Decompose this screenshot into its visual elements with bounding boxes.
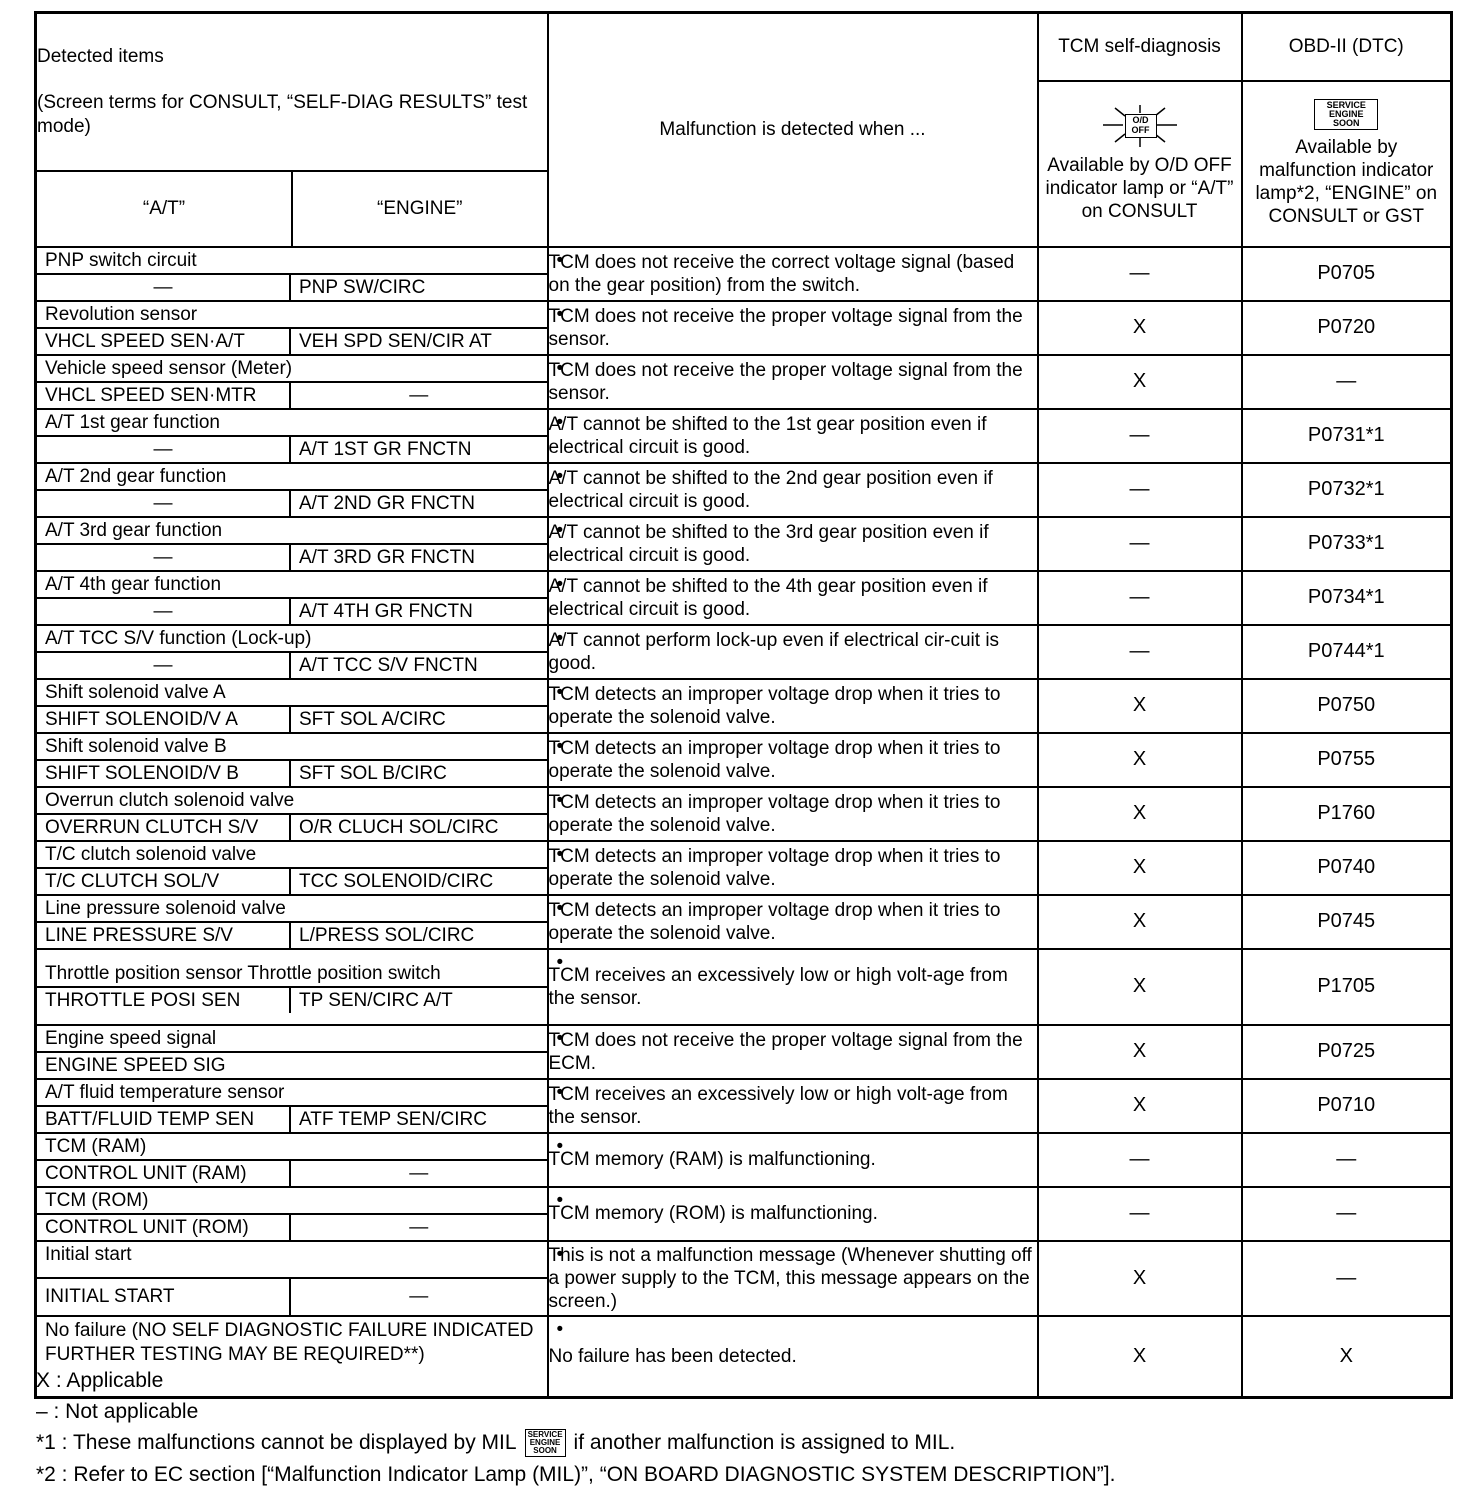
- item-title: TCM (ROM): [37, 1188, 547, 1215]
- condition: • TCM detects an improper voltage drop when it tries to operate the solenoid valve.: [548, 679, 1038, 733]
- service-engine-soon-icon: SERVICE ENGINE SOON: [1314, 99, 1378, 130]
- tcm-mark: —: [1038, 247, 1242, 301]
- at-engine-header: [36, 171, 548, 247]
- tcm-mark: X: [1038, 733, 1242, 787]
- condition: • A/T cannot perform lock-up even if electrical cir-cuit is good.: [548, 625, 1038, 679]
- obd-code: P0725: [1242, 1025, 1452, 1079]
- detected-items-header: [36, 13, 548, 171]
- item-title: No failure (NO SELF DIAGNOSTIC FAILURE INDICATED FURTHER TESTING MAY BE REQUIRED**): [36, 1316, 548, 1398]
- tcm-mark: X: [1038, 895, 1242, 949]
- table-row: [36, 355, 1452, 409]
- obd-label: OBD-II (DTC): [1288, 35, 1404, 57]
- obd-desc: Available by malfunction indicator lamp*2, “ENGINE” on CONSULT or GST: [1255, 137, 1438, 227]
- od-off-lamp-text: O/D OFF: [1125, 114, 1157, 138]
- diagnostic-document: [34, 11, 1450, 1399]
- engine-term: —: [409, 1162, 429, 1184]
- table-row: [36, 733, 1452, 787]
- obd-code: P0750: [1242, 679, 1452, 733]
- at-term: THROTTLE POSI SEN: [37, 988, 291, 1013]
- table-row: [36, 679, 1452, 733]
- condition: • TCM detects an improper voltage drop when it tries to operate the solenoid valve.: [548, 787, 1038, 841]
- engine-term: A/T 3RD GR FNCTN: [299, 546, 475, 568]
- tcm-label: TCM self-diagnosis: [1058, 35, 1221, 57]
- engine-term: A/T TCC S/V FNCTN: [299, 654, 478, 676]
- engine-term: —: [409, 1285, 429, 1307]
- table-row: [36, 517, 1452, 571]
- condition: • TCM memory (RAM) is malfunctioning.: [548, 1133, 1038, 1187]
- service-engine-soon-icon: SERVICE ENGINE SOON: [525, 1429, 566, 1457]
- condition: • TCM does not receive the proper voltage signal from the ECM.: [548, 1025, 1038, 1079]
- at-term: CONTROL UNIT (RAM): [37, 1161, 291, 1186]
- legend-note-1: [36, 1428, 955, 1458]
- obd-code: P0755: [1242, 733, 1452, 787]
- obd-code: P0744*1: [1242, 625, 1452, 679]
- engine-term: A/T 2ND GR FNCTN: [299, 492, 475, 514]
- engine-term: VEH SPD SEN/CIR AT: [299, 330, 492, 352]
- item-title: Shift solenoid valve B: [37, 734, 547, 761]
- condition: • TCM detects an improper voltage drop when it tries to operate the solenoid valve.: [548, 895, 1038, 949]
- engine-term: —: [409, 1216, 429, 1238]
- engine-term: SFT SOL A/CIRC: [299, 708, 446, 730]
- table-row: [36, 409, 1452, 463]
- tcm-mark: —: [1038, 409, 1242, 463]
- tcm-mark: X: [1038, 949, 1242, 1025]
- note-1-text-a: *1 : These malfunctions cannot be displayed by MIL: [36, 1431, 517, 1454]
- engine-term: TCC SOLENOID/CIRC: [299, 870, 494, 892]
- obd-code: P0734*1: [1242, 571, 1452, 625]
- engine-term: ATF TEMP SEN/CIRC: [299, 1108, 487, 1130]
- at-label: “A/T”: [37, 172, 293, 246]
- self-diagnosis-table: [34, 11, 1453, 1399]
- engine-term: L/PRESS SOL/CIRC: [299, 924, 475, 946]
- engine-label: “ENGINE”: [377, 197, 463, 219]
- tcm-mark: X: [1038, 1316, 1242, 1398]
- item-title: T/C clutch solenoid valve: [37, 842, 547, 869]
- at-term: —: [37, 491, 291, 516]
- obd-code: P0732*1: [1242, 463, 1452, 517]
- obd-code: P0710: [1242, 1079, 1452, 1133]
- table-row: [36, 1079, 1452, 1133]
- obd-desc-cell: [1242, 81, 1452, 247]
- condition: • A/T cannot be shifted to the 3rd gear position even if electrical circuit is good.: [548, 517, 1038, 571]
- obd-code: P0733*1: [1242, 517, 1452, 571]
- tcm-mark: X: [1038, 1079, 1242, 1133]
- item-title: TCM (RAM): [37, 1134, 547, 1161]
- table-row: [36, 247, 1452, 301]
- legend-not-applicable: – : Not applicable: [36, 1400, 199, 1423]
- at-term: VHCL SPEED SEN·MTR: [37, 383, 291, 408]
- tcm-header: [1038, 13, 1242, 81]
- item-title: A/T TCC S/V function (Lock-up): [37, 626, 547, 653]
- item-title: Line pressure solenoid valve: [37, 896, 547, 923]
- obd-code: —: [1242, 1133, 1452, 1187]
- at-term: LINE PRESSURE S/V: [37, 923, 291, 948]
- legend-applicable: X : Applicable: [36, 1369, 164, 1392]
- tcm-mark: X: [1038, 787, 1242, 841]
- at-term: ENGINE SPEED SIG: [45, 1054, 226, 1076]
- engine-term: A/T 1ST GR FNCTN: [299, 438, 472, 460]
- item-title: Throttle position sensor Throttle position switch: [37, 961, 547, 988]
- tcm-mark: —: [1038, 517, 1242, 571]
- item-title: Engine speed signal: [37, 1026, 547, 1053]
- obd-code: P1705: [1242, 949, 1452, 1025]
- condition: • TCM receives an excessively low or high volt-age from the sensor.: [548, 949, 1038, 1025]
- table-row: [36, 1241, 1452, 1316]
- tcm-mark: X: [1038, 301, 1242, 355]
- table-row: [36, 1133, 1452, 1187]
- condition: • No failure has been detected.: [548, 1316, 1038, 1398]
- condition: • TCM does not receive the proper voltage signal from the sensor.: [548, 355, 1038, 409]
- tcm-mark: —: [1038, 1187, 1242, 1241]
- tcm-mark: X: [1038, 1025, 1242, 1079]
- obd-code: —: [1242, 355, 1452, 409]
- condition: • TCM does not receive the correct voltage signal (based on the gear position) from the switch.: [548, 247, 1038, 301]
- table-row: [36, 1316, 1452, 1398]
- item-title: Shift solenoid valve A: [37, 680, 547, 707]
- obd-code: P0705: [1242, 247, 1452, 301]
- at-term: BATT/FLUID TEMP SEN: [37, 1107, 291, 1132]
- table-row: [36, 841, 1452, 895]
- legend-note-2: *2 : Refer to EC section [“Malfunction Indicator Lamp (MIL)”, “ON BOARD DIAGNOSTIC SYSTEM DESCRIPTION”].: [36, 1463, 1116, 1486]
- at-term: —: [37, 653, 291, 678]
- at-term: VHCL SPEED SEN·A/T: [37, 329, 291, 354]
- item-title: A/T 2nd gear function: [37, 464, 547, 491]
- obd-code: —: [1242, 1187, 1452, 1241]
- tcm-desc: Available by O/D OFF indicator lamp or “A/T” on CONSULT: [1045, 155, 1234, 222]
- condition: • TCM receives an excessively low or high volt-age from the sensor.: [548, 1079, 1038, 1133]
- at-term: SHIFT SOLENOID/V B: [37, 761, 291, 786]
- engine-term: SFT SOL B/CIRC: [299, 762, 447, 784]
- condition: • TCM memory (ROM) is malfunctioning.: [548, 1187, 1038, 1241]
- table-row: [36, 1187, 1452, 1241]
- tcm-mark: X: [1038, 355, 1242, 409]
- condition: • A/T cannot be shifted to the 1st gear position even if electrical circuit is good.: [548, 409, 1038, 463]
- item-title: Initial start: [37, 1242, 547, 1279]
- engine-term: PNP SW/CIRC: [299, 276, 426, 298]
- obd-header: [1242, 13, 1452, 81]
- table-row: [36, 463, 1452, 517]
- obd-code: P0740: [1242, 841, 1452, 895]
- engine-term: —: [409, 384, 429, 406]
- item-title: A/T fluid temperature sensor: [37, 1080, 547, 1107]
- at-term: CONTROL UNIT (ROM): [37, 1215, 291, 1240]
- item-title: Vehicle speed sensor (Meter): [37, 356, 547, 383]
- at-term: —: [37, 275, 291, 300]
- item-title: A/T 1st gear function: [37, 410, 547, 437]
- tcm-mark: X: [1038, 1241, 1242, 1316]
- at-term: —: [37, 599, 291, 624]
- obd-code: X: [1242, 1316, 1452, 1398]
- table-row: [36, 571, 1452, 625]
- obd-code: P1760: [1242, 787, 1452, 841]
- condition: • A/T cannot be shifted to the 2nd gear position even if electrical circuit is good.: [548, 463, 1038, 517]
- tcm-mark: —: [1038, 1133, 1242, 1187]
- engine-term: TP SEN/CIRC A/T: [299, 989, 453, 1011]
- condition: • TCM does not receive the proper voltage signal from the sensor.: [548, 301, 1038, 355]
- table-row: [36, 625, 1452, 679]
- detected-items-label: Detected items: [37, 45, 164, 67]
- table-row: [36, 301, 1452, 355]
- tcm-mark: —: [1038, 463, 1242, 517]
- item-title: PNP switch circuit: [37, 248, 547, 275]
- obd-code: P0731*1: [1242, 409, 1452, 463]
- condition: • This is not a malfunction message (Whenever shutting off a power supply to the TCM, this message appears on the screen.): [548, 1241, 1038, 1316]
- table-row: [36, 949, 1452, 1025]
- table-row: [36, 1025, 1452, 1079]
- at-term: OVERRUN CLUTCH S/V: [37, 815, 291, 840]
- obd-code: —: [1242, 1241, 1452, 1316]
- obd-code: P0720: [1242, 301, 1452, 355]
- obd-code: P0745: [1242, 895, 1452, 949]
- tcm-mark: —: [1038, 571, 1242, 625]
- at-term: T/C CLUTCH SOL/V: [37, 869, 291, 894]
- tcm-mark: X: [1038, 841, 1242, 895]
- engine-term: A/T 4TH GR FNCTN: [299, 600, 473, 622]
- at-term: —: [37, 545, 291, 570]
- at-term: SHIFT SOLENOID/V A: [37, 707, 291, 732]
- item-title: Revolution sensor: [37, 302, 547, 329]
- malfunction-header: [548, 13, 1038, 247]
- at-term: —: [37, 437, 291, 462]
- tcm-mark: —: [1038, 625, 1242, 679]
- condition: • TCM detects an improper voltage drop when it tries to operate the solenoid valve.: [548, 733, 1038, 787]
- engine-term: O/R CLUCH SOL/CIRC: [299, 816, 499, 838]
- tcm-mark: X: [1038, 679, 1242, 733]
- table-row: [36, 787, 1452, 841]
- item-title: A/T 4th gear function: [37, 572, 547, 599]
- screen-terms-label: (Screen terms for CONSULT, “SELF-DIAG RESULTS” test mode): [37, 91, 528, 137]
- condition: • TCM detects an improper voltage drop when it tries to operate the solenoid valve.: [548, 841, 1038, 895]
- malfunction-label: Malfunction is detected when ...: [659, 118, 926, 140]
- at-term: INITIAL START: [37, 1279, 291, 1315]
- condition: • A/T cannot be shifted to the 4th gear position even if electrical circuit is good.: [548, 571, 1038, 625]
- od-off-lamp-icon: [1095, 104, 1185, 148]
- item-title: Overrun clutch solenoid valve: [37, 788, 547, 815]
- note-1-text-b: if another malfunction is assigned to MIL.: [573, 1431, 956, 1454]
- table-row: [36, 895, 1452, 949]
- tcm-desc-cell: [1038, 81, 1242, 247]
- item-title: A/T 3rd gear function: [37, 518, 547, 545]
